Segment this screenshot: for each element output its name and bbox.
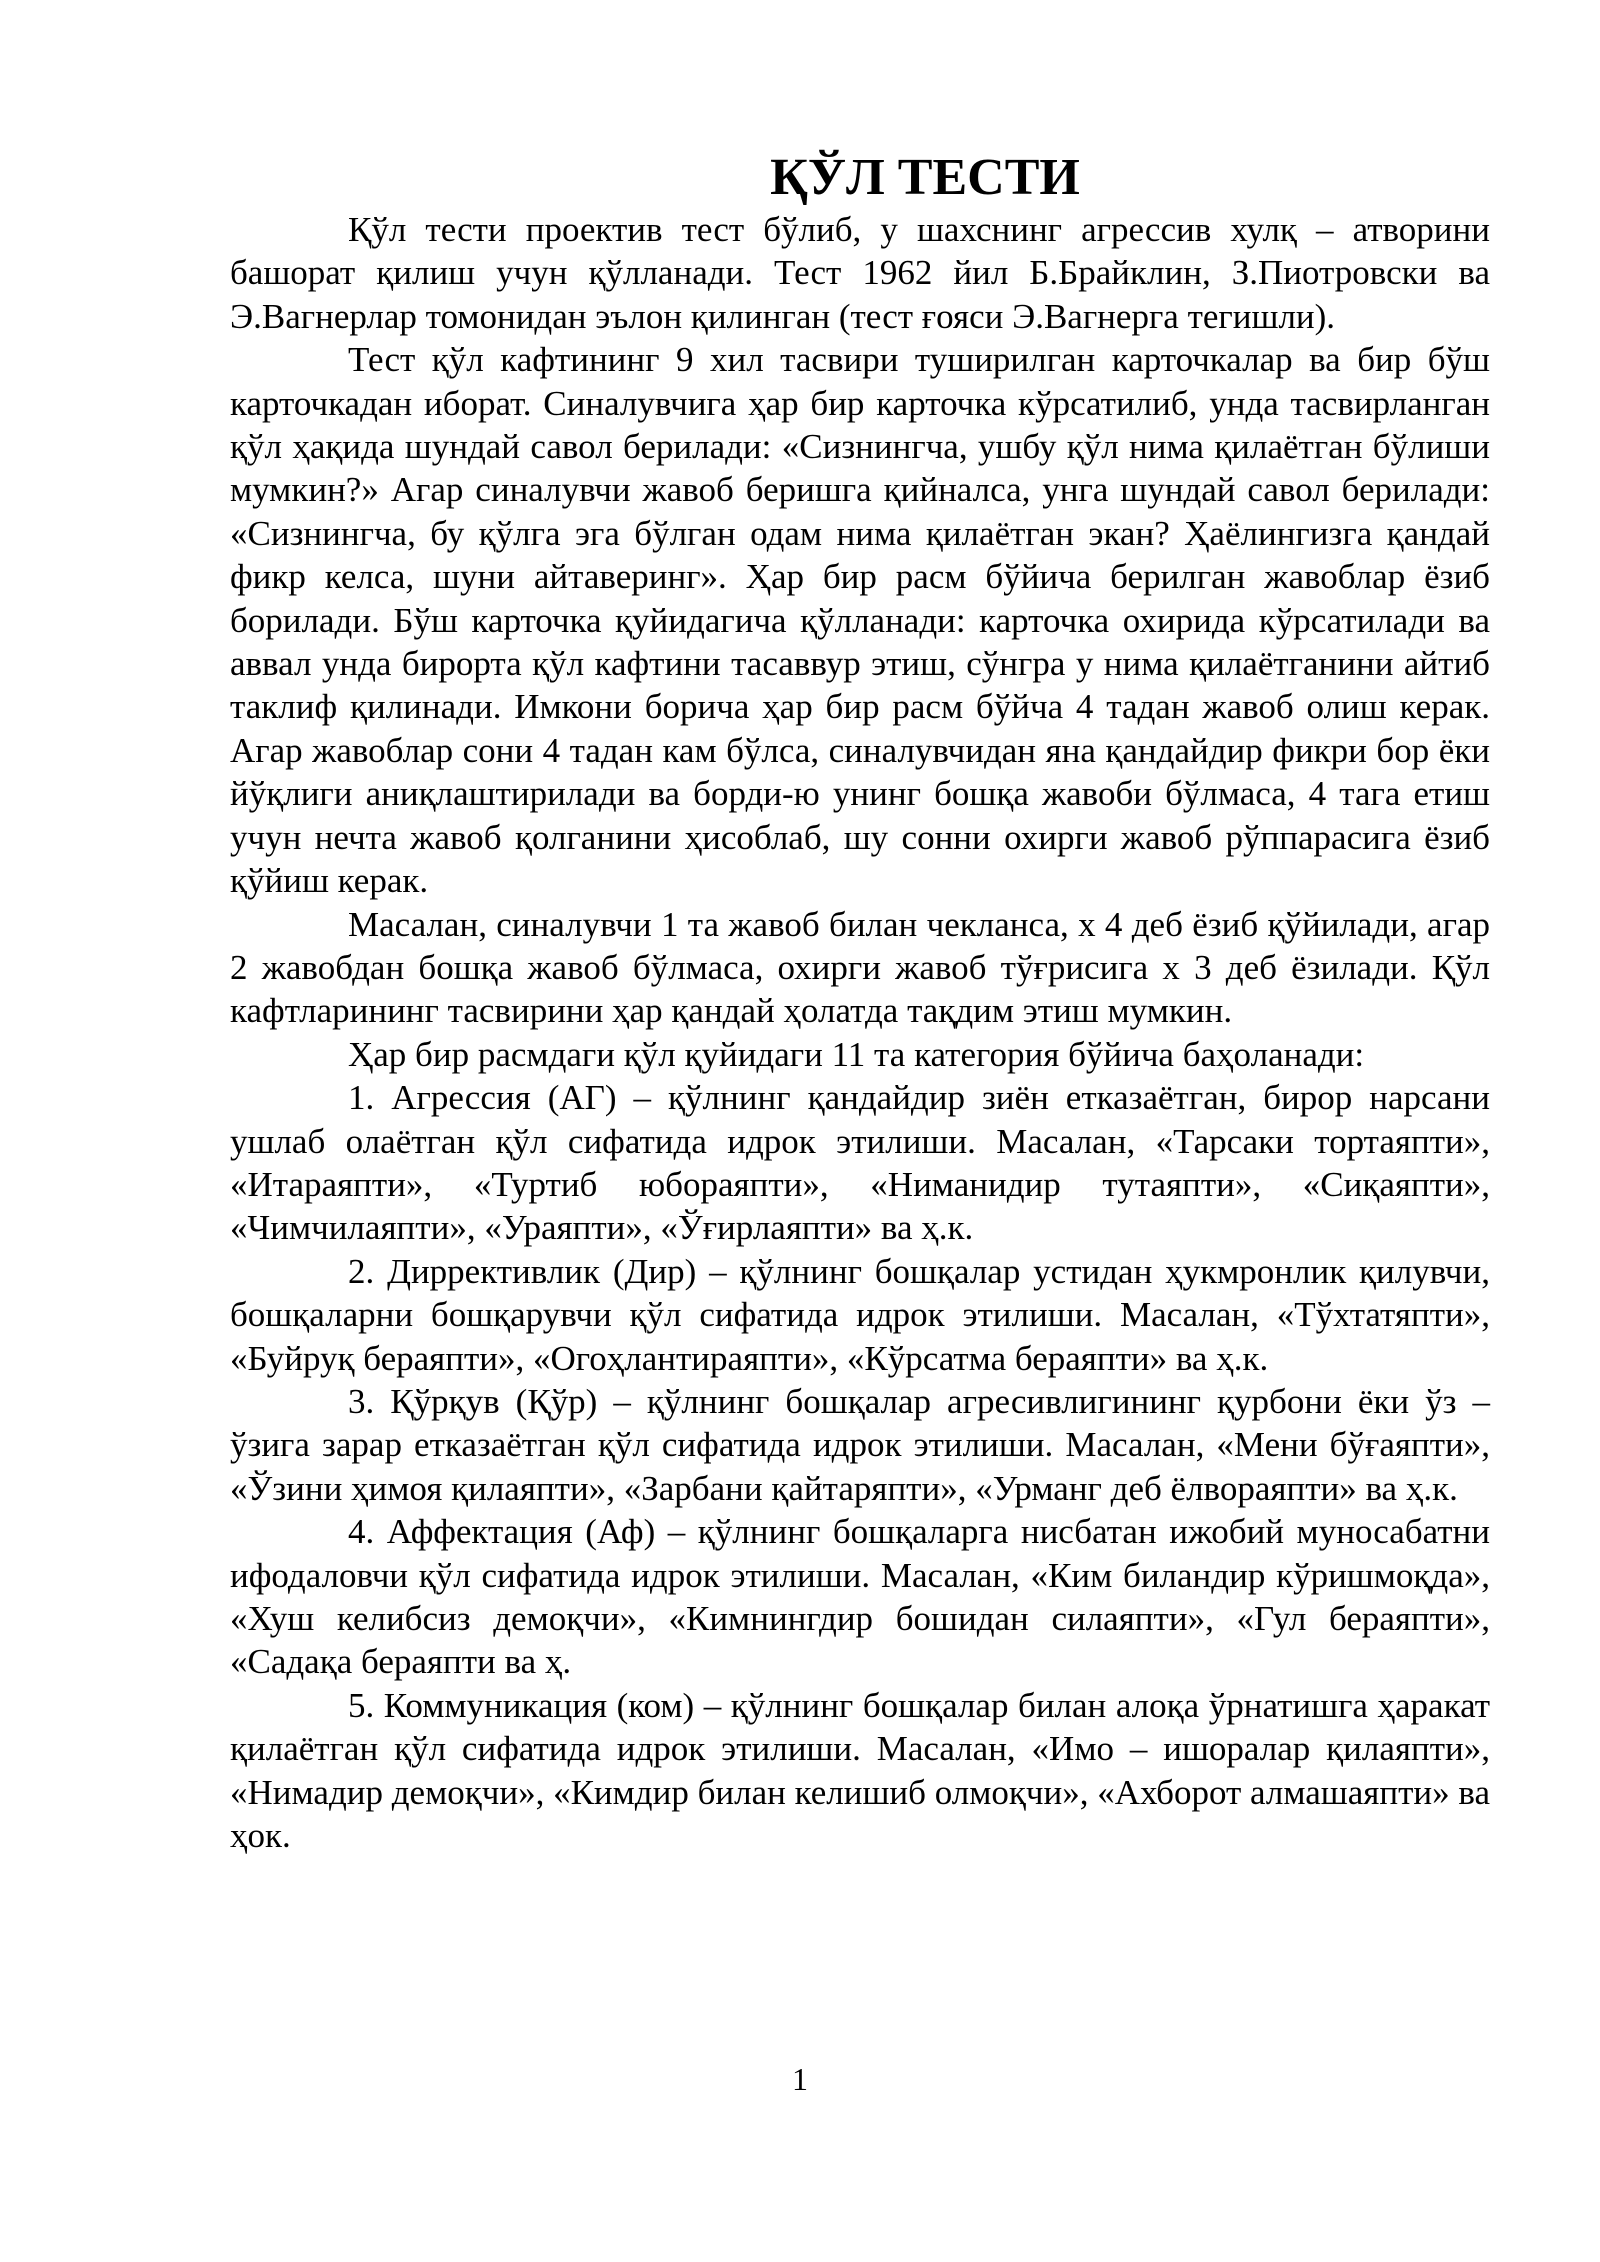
- page-content: [230, 148, 1490, 1857]
- paragraph-category-affection: 4. Аффектация (Аф) – қўлнинг бошқаларга нисбатан ижобий муносабатни ифодаловчи қўл сифатида идрок этилиши. Масалан, «Ким биландир кўришмоқда», «Хуш келибсиз демоқчи», «Кимнингдир бошидан силаяпти», «Гул бераяпти», «Садақа бераяпти ва ҳ.: [230, 1512, 1490, 1682]
- paragraph-category-directiveness: 2. Диррективлик (Дир) – қўлнинг бошқалар устидан ҳукмронлик қилувчи, бошқаларни бошқарувчи қўл сифатида идрок этилиши. Масалан, «Тўхтатяпти», «Буйруқ бераяпти», «Огоҳлантираяпти», «Кўрсатма бераяпти» ва ҳ.к.: [230, 1251, 1490, 1378]
- paragraph-category-aggression: 1. Агрессия (АГ) – қўлнинг қандайдир зиён етказаётган, бирор нарсани ушлаб олаётган қўл сифатида идрок этилиши. Масалан, «Тарсаки тортаяпти», «Итараяпти», «Туртиб юбораяпти», «Ниманидир тутаяпти», «Сиқаяпти», «Чимчилаяпти», «Ураяпти», «Ўғирлаяпти» ва ҳ.к.: [230, 1078, 1490, 1248]
- paragraph-category-communication: 5. Коммуникация (ком) – қўлнинг бошқалар билан алоқа ўрнатишга ҳаракат қилаётган қўл сифатида идрок этилиши. Масалан, «Имо – ишоралар қилаяпти», «Нимадир демоқчи», «Кимдир билан келишиб олмоқчи», «Ахборот алмашаяпти» ва ҳок.: [230, 1685, 1490, 1856]
- paragraph-procedure: Тест қўл кафтининг 9 хил тасвири туширилган карточкалар ва бир бўш карточкадан иборат. Синалувчига ҳар бир карточка кўрсатилиб, унда тасвирланган қўл ҳақида шундай савол берилади: «Сизнингча, ушбу қўл нима қилаётган бўлиши мумкин?» Агар синалувчи жавоб беришга қийналса, унга шундай савол берилади: «Сизнингча, бу қўлга эга бўлган одам нима қилаётган экан? Ҳаёлингизга қандай фикр келса, шуни айтаверинг». Ҳар бир расм бўйича берилган жавоблар ёзиб борилади. Бўш карточка қуйидагича қўлланади: карточка охирида кўрсатилади ва аввал унда бирорта қўл кафтини тасаввур этиш, сўнгра у нима қилаётганини айтиб таклиф қилинади. Имкони борича ҳар бир расм бўйча 4 тадан жавоб олиш керак. Агар жавоблар сони 4 тадан кам бўлса, синалувчидан яна қандайдир фикри бор ёки йўқлиги аниқлаштирилади ва борди-ю унинг бошқа жавоби бўлмаса, 4 тага етиш учун нечта жавоб қолганини ҳисоблаб, шу сонни охирги жавоб рўппарасига ёзиб қўйиш керак.: [230, 340, 1490, 901]
- page-number: 1: [792, 2061, 808, 2097]
- document-title: ҚЎЛ ТЕСТИ: [770, 149, 1080, 206]
- paragraph-category-fear: 3. Қўрқув (Қўр) – қўлнинг бошқалар агресивлигининг қурбони ёки ўз – ўзига зарар етказаётган қўл сифатида идрок этилиши. Масалан, «Мени бўғаяпти», «Ўзини ҳимоя қилаяпти», «Зарбани қайтаряпти», «Урманг деб ёлвораяпти» ва ҳ.к.: [230, 1381, 1490, 1508]
- paragraph-intro: Қўл тести проектив тест бўлиб, у шахснинг агрессив хулқ – атворини башорат қилиш учун қўлланади. Тест 1962 йил Б.Брайклин, З.Пиотровски ва Э.Вагнерлар томонидан эълон қилинган (тест ғояси Э.Вагнерга тегишли).: [230, 210, 1490, 336]
- paragraph-example: Масалан, синалувчи 1 та жавоб билан чекланса, х 4 деб ёзиб қўйилади, агар 2 жавобдан бошқа жавоб бўлмаса, охирги жавоб тўғрисига х 3 деб ёзилади. Қўл кафтларининг тасвирини ҳар қандай ҳолатда тақдим этиш мумкин.: [230, 904, 1490, 1031]
- paragraph-categories-intro: Ҳар бир расмдаги қўл қуйидаги 11 та категория бўйича баҳоланади:: [348, 1034, 1365, 1074]
